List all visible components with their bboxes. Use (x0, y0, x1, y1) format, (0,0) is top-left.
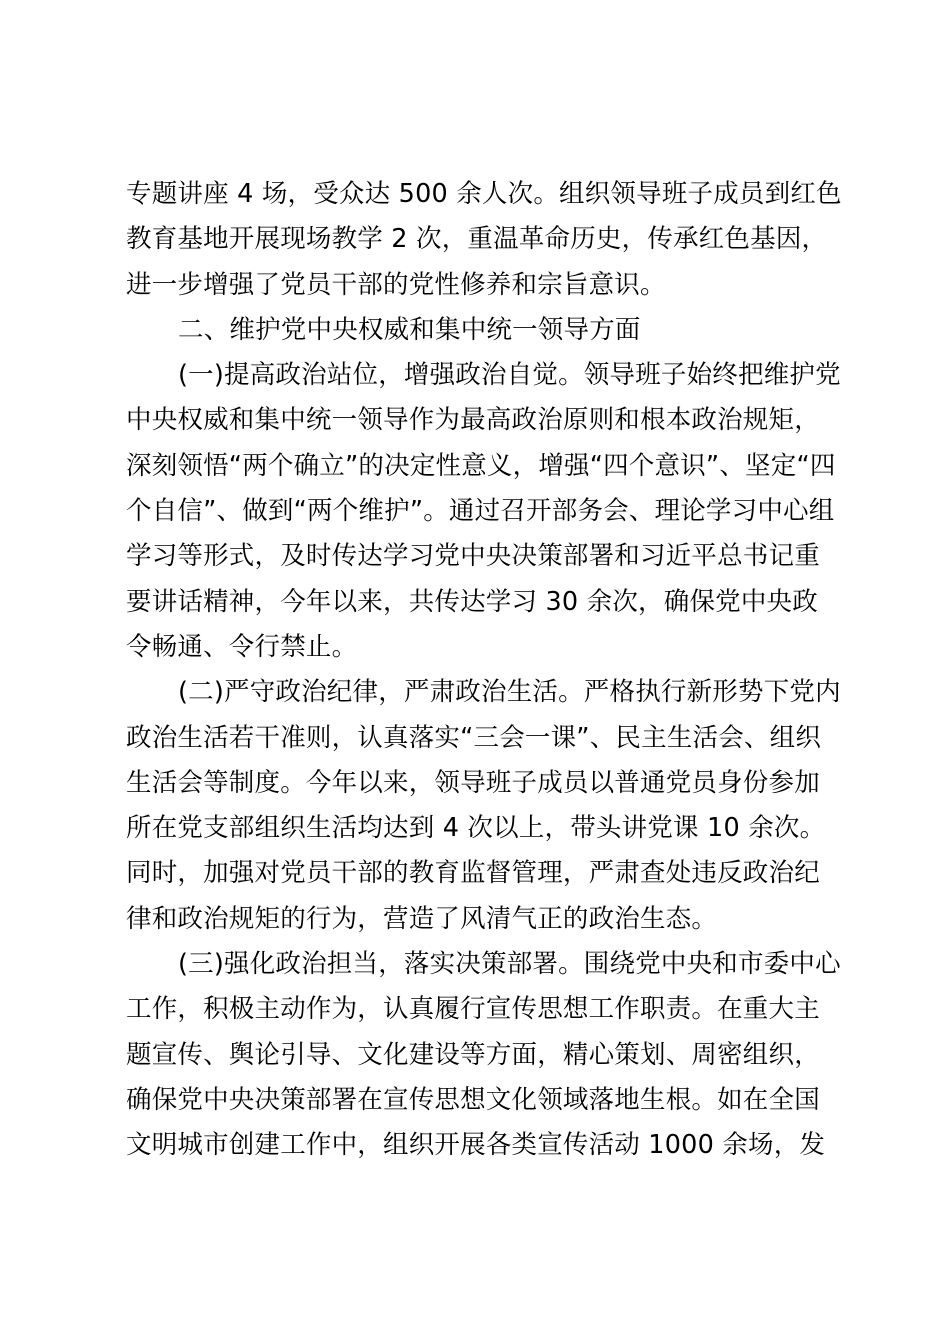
text-line: 同时，加强对党员干部的教育监督管理，严肃查处违反政治纪 (126, 858, 820, 889)
text-line: (一)提高政治站位，增强政治自觉。领导班子始终把维护党 (178, 360, 841, 391)
text-line: 确保党中央决策部署在宣传思想文化领域落地生根。如在全国 (126, 1084, 820, 1115)
text-line: 学习等形式，及时传达学习党中央决策部署和习近平总书记重 (126, 541, 820, 572)
text-line: 教育基地开展现场教学 2 次，重温革命历史，传承红色基因， (126, 224, 828, 255)
text-line: 生活会等制度。今年以来，领导班子成员以普通党员身份参加 (126, 767, 820, 798)
text-line: (二)严守政治纪律，严肃政治生活。严格执行新形势下党内 (178, 677, 841, 708)
text-line: 律和政治规矩的行为，营造了风清气正的政治生态。 (126, 903, 718, 934)
text-line: 政治生活若干准则，认真落实“三会一课”、民主生活会、组织 (126, 722, 822, 753)
text-line: 要讲话精神，今年以来，共传达学习 30 余次，确保党中央政 (126, 586, 818, 617)
text-line: 个自信”、做到“两个维护”。通过召开部务会、理论学习中心组 (126, 496, 835, 527)
text-line: 深刻领悟“两个确立”的决定性意义，增强“四个意识”、坚定“四 (126, 450, 836, 481)
text-line: 题宣传、舆论引导、文化建设等方面，精心策划、周密组织， (126, 1039, 820, 1070)
document-body (126, 172, 842, 1169)
text-line: 进一步增强了党员干部的党性修养和宗旨意识。 (126, 269, 666, 300)
text-line: 二、维护党中央权威和集中统一领导方面 (178, 314, 641, 345)
text-line: 中央权威和集中统一领导作为最高政治原则和根本政治规矩， (126, 405, 820, 436)
text-line: 工作，积极主动作为，认真履行宣传思想工作职责。在重大主 (126, 994, 820, 1025)
text-line: 令畅通、令行禁止。 (126, 631, 358, 662)
text-line: 专题讲座 4 场，受众达 500 余人次。组织领导班子成员到红色 (126, 179, 842, 209)
text-line: (三)强化政治担当，落实决策部署。围绕党中央和市委中心 (178, 949, 841, 980)
text-line: 所在党支部组织生活均达到 4 次以上，带头讲党课 10 余次。 (126, 813, 826, 844)
text-line: 文明城市创建工作中，组织开展各类宣传活动 1000 余场，发 (126, 1130, 826, 1161)
